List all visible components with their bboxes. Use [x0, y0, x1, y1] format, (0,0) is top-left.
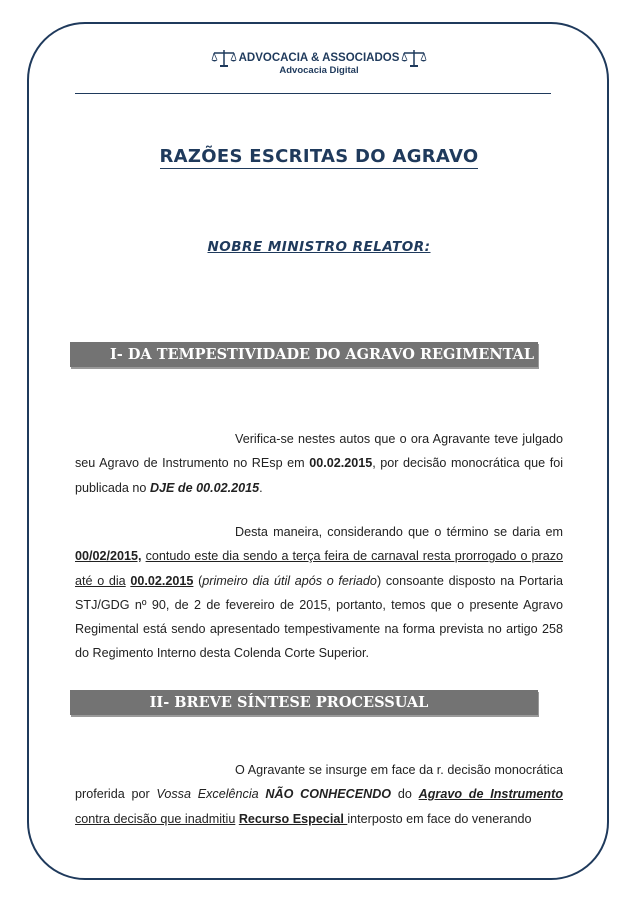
recurso-especial: Recurso Especial — [238, 811, 348, 826]
scales-of-justice-icon — [401, 48, 427, 68]
contra-decisao: contra decisão que inadmitiu — [75, 811, 236, 826]
section-heading-tempestividade: I- DA TEMPESTIVIDADE DO AGRAVO REGIMENTAL — [70, 342, 538, 367]
paragraph-tempestividade-2: Desta maneira, considerando que o término se daria em 00/02/2015, contudo este dia sendo a terça feira de carnaval resta prorrogado o prazo até o dia 00.02.2015 (primeiro dia útil após o feriado) consoante disposto na Portaria STJ/GDG nº 90, de 2 de fevereiro de 2015, portanto, temos que o presente Agravo Regimental está sendo apresentado tempestivamente na forma prevista no artigo 258 do Regimento Interno desta Colenda Corte Superior. — [75, 525, 564, 661]
holiday-note: primeiro dia útil após o feriado — [202, 573, 377, 588]
addressee: NOBRE MINISTRO RELATOR: — [207, 239, 431, 255]
section-heading-sintese: II- BREVE SÍNTESE PROCESSUAL — [70, 690, 538, 715]
document-title-text: RAZÕES ESCRITAS DO AGRAVO — [159, 146, 479, 167]
judgment-date: 00.02.2015 — [309, 456, 373, 471]
vossa-excelencia: Vossa Excelência — [156, 787, 259, 802]
dje-reference: DJE de 00.02.2015 — [149, 480, 260, 495]
paragraph-tempestividade-1: Verifica-se nestes autos que o ora Agravante teve julgado seu Agravo de Instrumento no REsp em 00.02.2015, por decisão monocrática que foi publicada no DJE de 00.02.2015. — [75, 432, 563, 495]
nao-conhecendo: NÃO CONHECENDO — [265, 787, 392, 802]
firm-name: ADVOCACIA & ASSOCIADOS — [238, 52, 400, 64]
header-divider — [75, 93, 551, 94]
extended-date: 00.02.2015 — [130, 573, 194, 588]
agravo-de-instrumento: Agravo de Instrumento — [418, 787, 564, 802]
letterhead — [0, 48, 638, 76]
deadline-date: 00/02/2015, — [75, 549, 142, 564]
document-title — [0, 146, 638, 167]
extension-clause: contudo este dia sendo a terça feira de carnaval resta prorrogado o prazo até o dia — [75, 549, 564, 588]
firm-subtitle: Advocacia Digital — [279, 65, 359, 76]
paragraph-sintese-1: O Agravante se insurge em face da r. decisão monocrática proferida por Vossa Excelência NÃO CONHECENDO do Agravo de Instrumento contra decisão que inadmitiu Recurso Especial interposto em face do venerando — [75, 763, 564, 826]
scales-of-justice-icon — [211, 48, 237, 68]
